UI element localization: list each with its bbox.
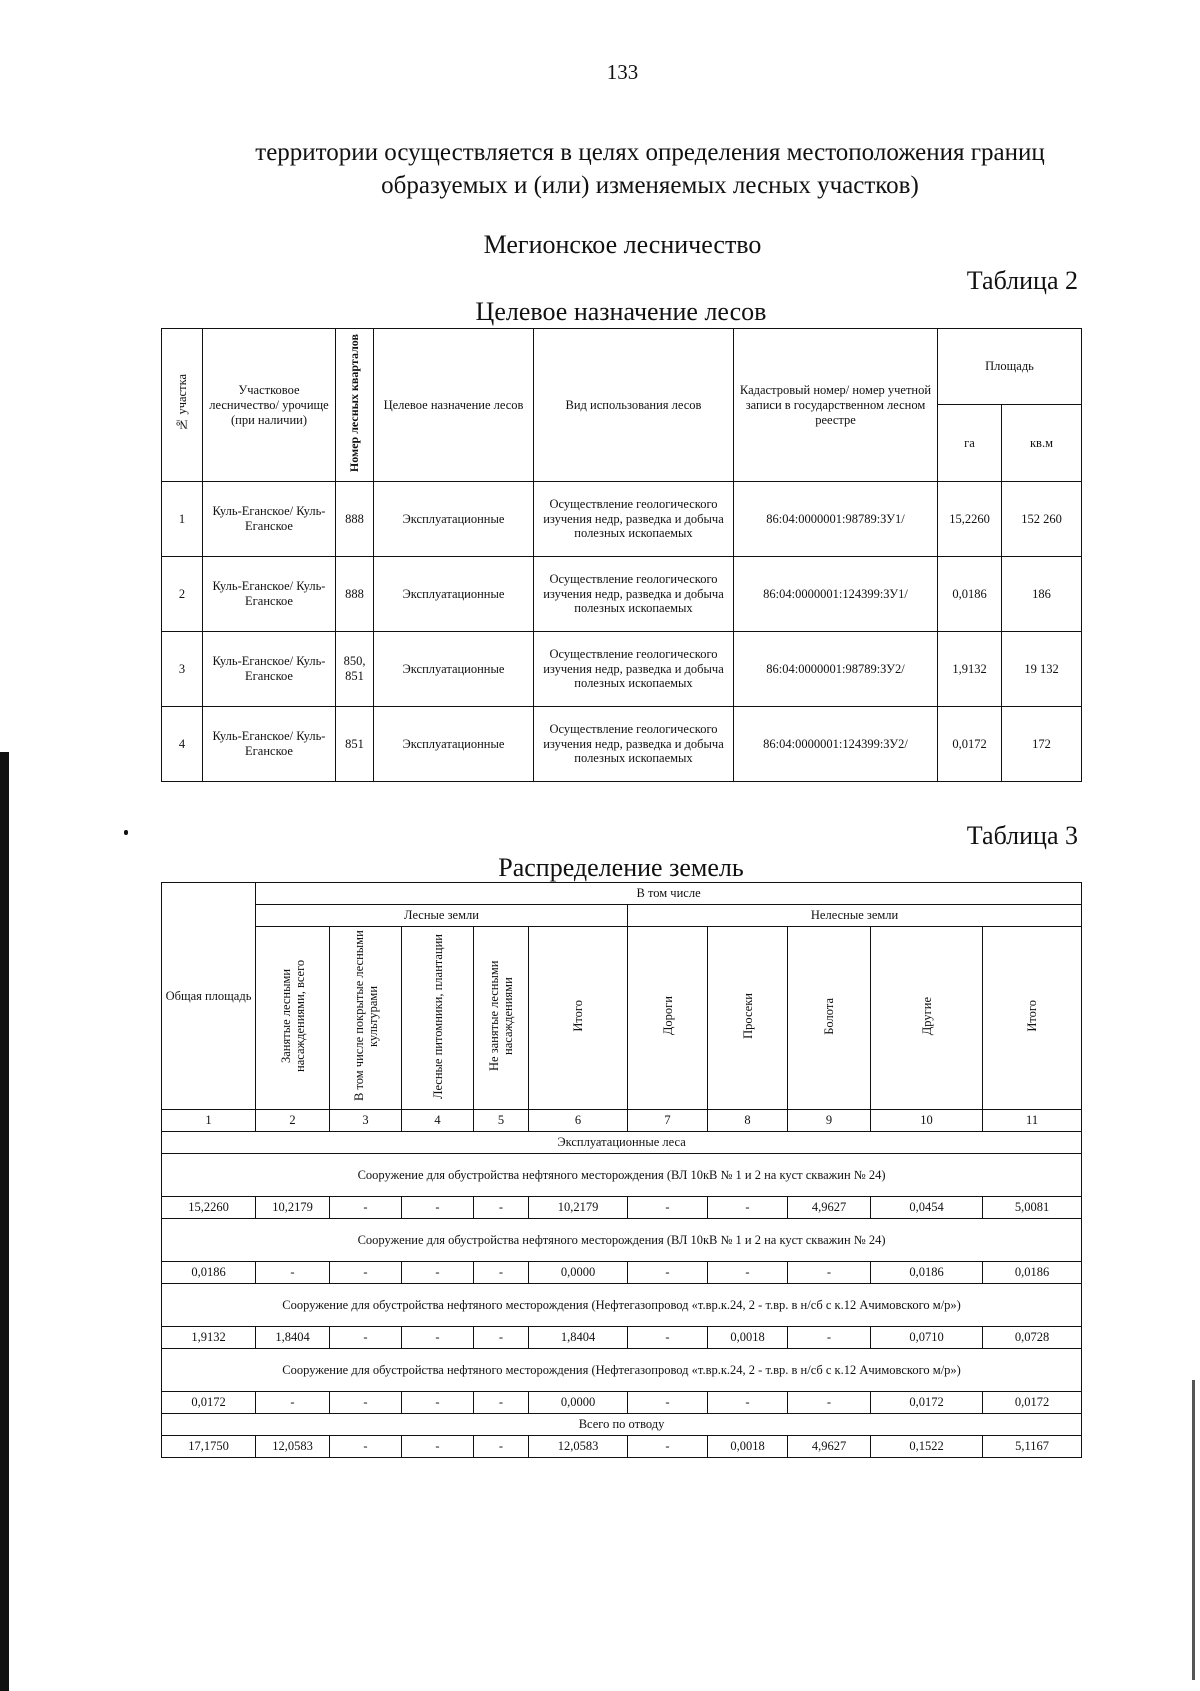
section-title: Сооружение для обустройства нефтяного месторождения (Нефтегазопровод «т.вр.к.24, 2 - т.вр. в н/сб с к.12 Ачимовского м/р») <box>162 1349 1082 1392</box>
value-cell: 0,0172 <box>162 1392 256 1414</box>
purpose-cell: Эксплуатационные <box>374 632 534 707</box>
value-cell: - <box>788 1262 871 1284</box>
use-type-cell: Осуществление геологического изучения недр, разведка и добыча полезных ископаемых <box>534 557 734 632</box>
value-cell: 1,8404 <box>529 1327 628 1349</box>
value-cell: 0,0000 <box>529 1392 628 1414</box>
section-title: Сооружение для обустройства нефтяного месторождения (ВЛ 10кВ № 1 и 2 на куст скважин № 24) <box>162 1219 1082 1262</box>
column-header: Итого <box>983 927 1082 1110</box>
area-ha-cell: 0,0186 <box>938 557 1002 632</box>
header-sqm: кв.м <box>1002 405 1082 482</box>
table-row <box>162 1262 1082 1284</box>
table-row <box>162 1197 1082 1219</box>
forestry-name: Мегионское лесничество <box>483 230 762 259</box>
column-number: 9 <box>788 1110 871 1132</box>
header-forest-lands: Лесные земли <box>256 905 628 927</box>
table-row <box>162 1327 1082 1349</box>
column-header: Не занятые лесными насаждениями <box>474 927 529 1110</box>
scan-edge-left <box>0 752 9 1691</box>
header-including: В том числе <box>256 883 1082 905</box>
quarter-number-cell: 850, 851 <box>336 632 374 707</box>
cadastral-number-cell: 86:04:0000001:98789:ЗУ1/ <box>734 482 938 557</box>
column-number: 6 <box>529 1110 628 1132</box>
value-cell: 4,9627 <box>788 1197 871 1219</box>
district-cell: Куль-Еганское/ Куль-Еганское <box>203 707 336 782</box>
value-cell: - <box>628 1392 708 1414</box>
quarter-number-cell: 888 <box>336 482 374 557</box>
value-cell: 10,2179 <box>529 1197 628 1219</box>
value-cell: - <box>402 1327 474 1349</box>
column-number: 1 <box>162 1110 256 1132</box>
cadastral-number-cell: 86:04:0000001:124399:ЗУ1/ <box>734 557 938 632</box>
plot-number-cell: 3 <box>162 632 203 707</box>
value-cell: - <box>330 1197 402 1219</box>
column-number: 7 <box>628 1110 708 1132</box>
area-ha-cell: 0,0172 <box>938 707 1002 782</box>
value-cell: 0,0454 <box>871 1197 983 1219</box>
column-header: Дороги <box>628 927 708 1110</box>
value-cell: 10,2179 <box>256 1197 330 1219</box>
value-cell: - <box>256 1392 330 1414</box>
header-use: Вид использования лесов <box>534 329 734 482</box>
area-ha-cell: 15,2260 <box>938 482 1002 557</box>
header-district: Участковое лесничество/ урочище (при наличии) <box>203 329 336 482</box>
purpose-cell: Эксплуатационные <box>374 557 534 632</box>
forest-purpose-table <box>161 328 1082 782</box>
value-cell: - <box>788 1392 871 1414</box>
table-row <box>162 557 1082 632</box>
value-cell: - <box>708 1262 788 1284</box>
purpose-cell: Эксплуатационные <box>374 707 534 782</box>
value-cell: 0,0728 <box>983 1327 1082 1349</box>
value-cell: - <box>330 1262 402 1284</box>
purpose-cell: Эксплуатационные <box>374 482 534 557</box>
total-value-cell: - <box>330 1436 402 1458</box>
table2-title: Целевое назначение лесов <box>475 297 767 326</box>
use-type-cell: Осуществление геологического изучения недр, разведка и добыча полезных ископаемых <box>534 482 734 557</box>
table-row <box>162 1392 1082 1414</box>
column-header: В том числе покрытые лесными культурами <box>330 927 402 1110</box>
total-label: Всего по отводу <box>162 1414 1082 1436</box>
table3-title: Распределение земель <box>498 853 744 882</box>
column-header: Итого <box>529 927 628 1110</box>
total-value-cell: 12,0583 <box>256 1436 330 1458</box>
header-total-area: Общая площадь <box>162 883 256 1110</box>
total-value-cell: 12,0583 <box>529 1436 628 1458</box>
page-number: 133 <box>606 60 639 84</box>
total-value-cell: 17,1750 <box>162 1436 256 1458</box>
value-cell: 0,0710 <box>871 1327 983 1349</box>
value-cell: 1,8404 <box>256 1327 330 1349</box>
header-plot-number: № участка <box>162 329 203 482</box>
header-quarter: Номер лесных кварталов <box>336 329 374 482</box>
value-cell: - <box>330 1327 402 1349</box>
section-title: Сооружение для обустройства нефтяного месторождения (Нефтегазопровод «т.вр.к.24, 2 - т.вр. в н/сб с к.12 Ачимовского м/р») <box>162 1284 1082 1327</box>
table-row <box>162 632 1082 707</box>
value-cell: - <box>402 1392 474 1414</box>
value-cell: 0,0172 <box>871 1392 983 1414</box>
heading-line-1: территории осуществляется в целях определения местоположения границ <box>255 139 1045 166</box>
value-cell: - <box>474 1197 529 1219</box>
value-cell: 15,2260 <box>162 1197 256 1219</box>
district-cell: Куль-Еганское/ Куль-Еганское <box>203 557 336 632</box>
column-header: Болота <box>788 927 871 1110</box>
column-number: 11 <box>983 1110 1082 1132</box>
value-cell: - <box>474 1262 529 1284</box>
header-nonforest-lands: Нелесные земли <box>628 905 1082 927</box>
value-cell: 0,0186 <box>983 1262 1082 1284</box>
value-cell: 0,0018 <box>708 1327 788 1349</box>
area-sqm-cell: 186 <box>1002 557 1082 632</box>
value-cell: - <box>708 1392 788 1414</box>
area-sqm-cell: 172 <box>1002 707 1082 782</box>
plot-number-cell: 2 <box>162 557 203 632</box>
value-cell: 0,0172 <box>983 1392 1082 1414</box>
cadastral-number-cell: 86:04:0000001:98789:ЗУ2/ <box>734 632 938 707</box>
value-cell: - <box>402 1197 474 1219</box>
table3-label: Таблица 3 <box>966 821 1078 850</box>
column-header: Занятые лесными насаждениями, всего <box>256 927 330 1110</box>
district-cell: Куль-Еганское/ Куль-Еганское <box>203 482 336 557</box>
table2-label: Таблица 2 <box>966 266 1078 295</box>
value-cell: 0,0186 <box>162 1262 256 1284</box>
column-header: Просеки <box>708 927 788 1110</box>
total-value-cell: 0,0018 <box>708 1436 788 1458</box>
total-value-cell: - <box>474 1436 529 1458</box>
header-cadastral: Кадастровый номер/ номер учетной записи в государственном лесном реестре <box>734 329 938 482</box>
use-type-cell: Осуществление геологического изучения недр, разведка и добыча полезных ископаемых <box>534 632 734 707</box>
value-cell: - <box>474 1327 529 1349</box>
total-value-cell: 5,1167 <box>983 1436 1082 1458</box>
column-header: Другие <box>871 927 983 1110</box>
use-type-cell: Осуществление геологического изучения недр, разведка и добыча полезных ископаемых <box>534 707 734 782</box>
quarter-number-cell: 851 <box>336 707 374 782</box>
area-sqm-cell: 152 260 <box>1002 482 1082 557</box>
scan-edge-right <box>1192 1380 1195 1680</box>
column-number: 4 <box>402 1110 474 1132</box>
scan-speck <box>124 830 128 835</box>
value-cell: - <box>256 1262 330 1284</box>
cadastral-number-cell: 86:04:0000001:124399:ЗУ2/ <box>734 707 938 782</box>
section-title: Сооружение для обустройства нефтяного месторождения (ВЛ 10кВ № 1 и 2 на куст скважин № 24) <box>162 1154 1082 1197</box>
header-purpose: Целевое назначение лесов <box>374 329 534 482</box>
value-cell: - <box>628 1197 708 1219</box>
plot-number-cell: 1 <box>162 482 203 557</box>
table-row <box>162 707 1082 782</box>
value-cell: - <box>330 1392 402 1414</box>
column-header: Лесные питомники, плантации <box>402 927 474 1110</box>
total-value-cell: 0,1522 <box>871 1436 983 1458</box>
value-cell: - <box>628 1262 708 1284</box>
header-area: Площадь <box>938 329 1082 405</box>
value-cell: 0,0186 <box>871 1262 983 1284</box>
column-number: 2 <box>256 1110 330 1132</box>
column-number: 8 <box>708 1110 788 1132</box>
total-row <box>162 1436 1082 1458</box>
column-number: 5 <box>474 1110 529 1132</box>
value-cell: 5,0081 <box>983 1197 1082 1219</box>
forest-category: Эксплуатационные леса <box>162 1132 1082 1154</box>
value-cell: - <box>788 1327 871 1349</box>
plot-number-cell: 4 <box>162 707 203 782</box>
district-cell: Куль-Еганское/ Куль-Еганское <box>203 632 336 707</box>
value-cell: - <box>474 1392 529 1414</box>
value-cell: - <box>708 1197 788 1219</box>
value-cell: - <box>628 1327 708 1349</box>
quarter-number-cell: 888 <box>336 557 374 632</box>
value-cell: 0,0000 <box>529 1262 628 1284</box>
table-row <box>162 482 1082 557</box>
heading-line-2: образуемых и (или) изменяемых лесных участков) <box>381 172 919 199</box>
land-distribution-table <box>161 882 1082 1458</box>
value-cell: - <box>402 1262 474 1284</box>
total-value-cell: - <box>402 1436 474 1458</box>
total-value-cell: 4,9627 <box>788 1436 871 1458</box>
area-ha-cell: 1,9132 <box>938 632 1002 707</box>
column-number: 3 <box>330 1110 402 1132</box>
value-cell: 1,9132 <box>162 1327 256 1349</box>
header-ha: га <box>938 405 1002 482</box>
area-sqm-cell: 19 132 <box>1002 632 1082 707</box>
total-value-cell: - <box>628 1436 708 1458</box>
column-number: 10 <box>871 1110 983 1132</box>
